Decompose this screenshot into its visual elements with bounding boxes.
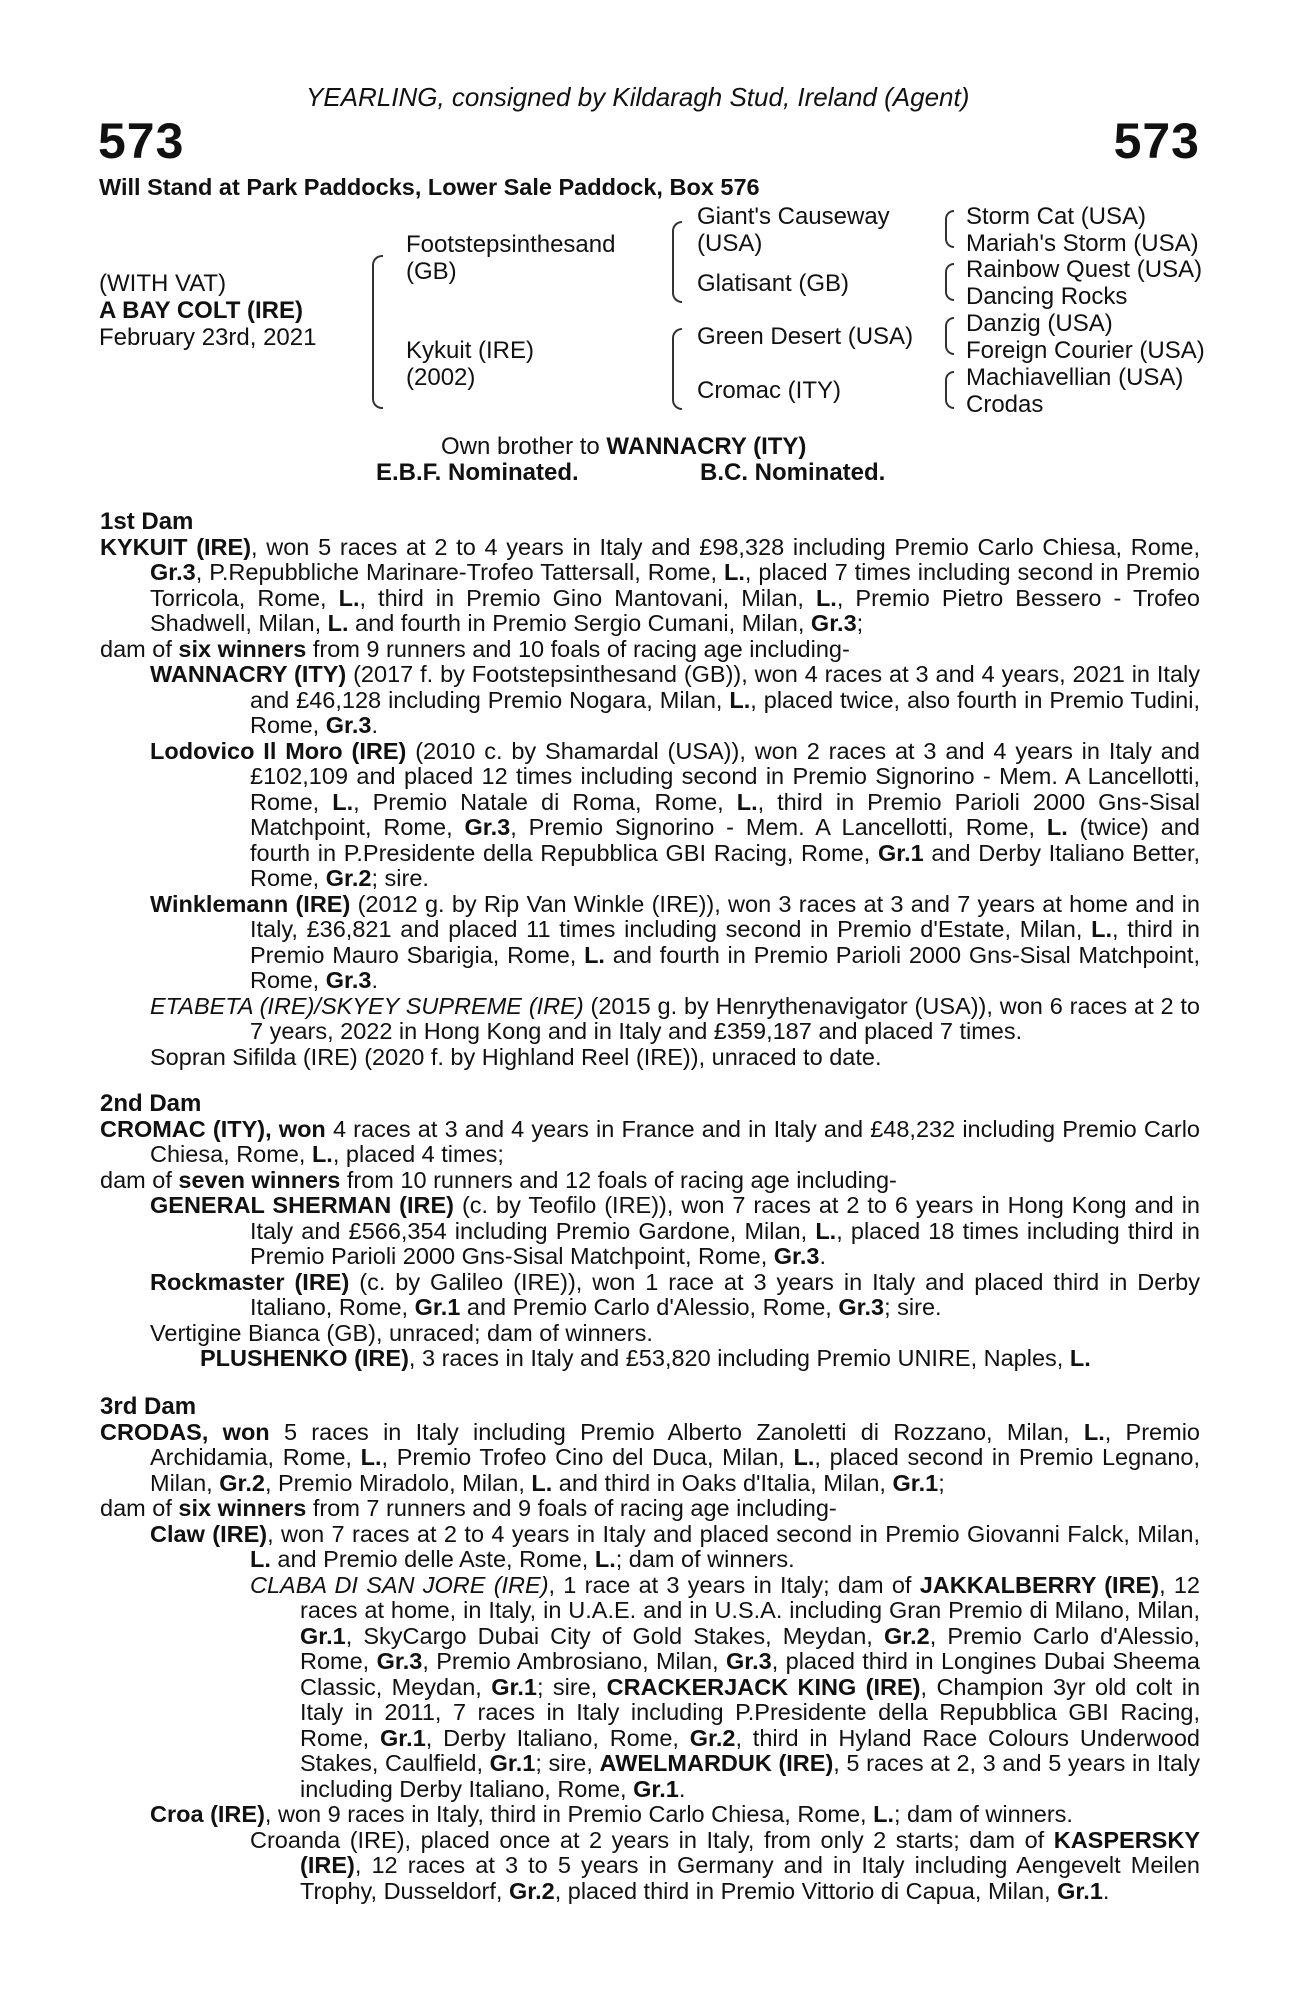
pedigree-ddd: Crodas bbox=[966, 391, 1044, 418]
produce-entry: ETABETA (IRE)/SKYEY SUPREME (IRE) (2015 g. by Henrythenavigator (USA)), won 6 races at 2 to 7 years, 2022 in Hong Kong and in Italy and £359,187 and placed 7 times. bbox=[150, 992, 1200, 1044]
lot-title: A BAY COLT (IRE) bbox=[99, 297, 304, 324]
own-brother-prefix: Own brother to bbox=[441, 433, 607, 460]
second-dam-section bbox=[100, 1091, 1200, 1372]
pedigree-ss: Giant's Causeway bbox=[697, 203, 890, 230]
pedigree-dss: Danzig (USA) bbox=[966, 310, 1113, 337]
pedigree-sire-country: (GB) bbox=[406, 258, 457, 285]
brace-g3 bbox=[945, 317, 954, 355]
pedigree-sd: Glatisant (GB) bbox=[697, 270, 850, 297]
own-brother-note bbox=[441, 433, 806, 460]
produce-entry: Croa (IRE), won 9 races in Italy, third in Premio Carlo Chiesa, Rome, L.; dam of winners. bbox=[150, 1801, 1073, 1827]
foaling-date: February 23rd, 2021 bbox=[99, 324, 317, 351]
produce-entry: Lodovico Il Moro (IRE) (2010 c. by Shamardal (USA)), won 2 races at 3 and 4 years in Italy and £102,109 and placed 12 times including second in Premio Signorino - Mem. A Lancellotti, Rome, L., Premio Natale di Roma, Rome, L., third in Premio Parioli 2000 Gns-Sisal Matchpoint, Rome, Gr.3, Premio Signorino - Mem. A Lancellotti, Rome, L. (twice) and fourth in P.Presidente della Repubblica GBI Racing, Rome, Gr.1 and Derby Italiano Better, Rome, Gr.2; sire. bbox=[150, 737, 1201, 891]
produce-entry: Rockmaster (IRE) (c. by Galileo (IRE)), won 1 race at 3 years in Italy and placed third in Derby Italiano, Rome, Gr.1 and Premio Carlo d'Alessio, Rome, Gr.3; sire. bbox=[150, 1268, 1200, 1320]
produce-entry: Claw (IRE), won 7 races at 2 to 4 years in Italy and placed second in Premio Giovanni Falck, Milan, L. and Premio delle Aste, Rome, L.; dam of winners. bbox=[150, 1520, 1200, 1572]
own-brother-name: WANNACRY (ITY) bbox=[606, 433, 807, 460]
pedigree-ssd: Mariah's Storm (USA) bbox=[966, 230, 1199, 257]
brace-g2 bbox=[945, 263, 954, 301]
produce-entry: Vertigine Bianca (GB), unraced; dam of winners. bbox=[150, 1319, 653, 1346]
second-dam-record: CROMAC (ITY), won 4 races at 3 and 4 years in France and in Italy and £48,232 including Premio Carlo Chiesa, Rome, L., placed 4 times; bbox=[100, 1115, 1200, 1167]
lot-number-left: 573 bbox=[98, 113, 185, 169]
third-dam-record: CRODAS, won 5 races in Italy including Premio Alberto Zanoletti di Rozzano, Milan, L., Premio Archidamia, Rome, L., Premio Trofeo Cino del Duca, Milan, L., placed second in Premio Legnano, Milan, Gr.2, Premio Miradolo, Milan, L. and third in Oaks d'Italia, Milan, Gr.1; bbox=[100, 1418, 1200, 1496]
brace-dam-line bbox=[672, 328, 682, 410]
pedigree-dds: Machiavellian (USA) bbox=[966, 364, 1184, 391]
third-dam-produce-summary: dam of six winners from 7 runners and 9 foals of racing age including- bbox=[100, 1495, 837, 1521]
pedigree-ss-country: (USA) bbox=[697, 230, 763, 257]
produce-entry: GENERAL SHERMAN (IRE) (c. by Teofilo (IRE)), won 7 races at 2 to 6 years in Hong Kong and in Italy and £566,354 including Premio Gardone, Milan, L., placed 18 times including third in Premio Parioli 2000 Gns-Sisal Matchpoint, Rome, Gr.3. bbox=[150, 1192, 1200, 1269]
pedigree-ds: Green Desert (USA) bbox=[697, 323, 914, 350]
first-dam-record: KYKUIT (IRE), won 5 races at 2 to 4 years in Italy and £98,328 including Premio Carlo Chiesa, Rome, Gr.3, P.Repubbliche Marinare-Trofeo Tattersall, Rome, L., placed 7 times including second in Premio Torricola, Rome, L., third in Premio Gino Mantovani, Milan, L., Premio Pietro Bessero - Trofeo Shadwell, Milan, L. and fourth in Premio Sergio Cumani, Milan, Gr.3; bbox=[100, 533, 1201, 636]
brace-g4 bbox=[945, 371, 954, 409]
pedigree-sss: Storm Cat (USA) bbox=[966, 203, 1147, 230]
pedigree-sdd: Dancing Rocks bbox=[966, 283, 1128, 310]
pedigree-dam-year: (2002) bbox=[406, 364, 476, 391]
first-dam-produce-summary: dam of six winners from 9 runners and 10 foals of racing age including- bbox=[100, 635, 850, 662]
stand-location: Will Stand at Park Paddocks, Lower Sale Paddock, Box 576 bbox=[99, 174, 760, 200]
lot-number-right: 573 bbox=[1113, 113, 1200, 169]
third-dam-heading: 3rd Dam bbox=[100, 1393, 197, 1420]
grand-produce-entry: Croanda (IRE), placed once at 2 years in Italy, from only 2 starts; dam of KASPERSKY (IRE), 12 races at 3 to 5 years in Germany and in Italy including Aengevelt Meilen Trophy, Dusseldorf, Gr.2, placed third in Premio Vittorio di Capua, Milan, Gr.1. bbox=[250, 1826, 1200, 1904]
second-dam-produce-summary: dam of seven winners from 10 runners and 12 foals of racing age including- bbox=[100, 1166, 897, 1193]
brace-sire-dam bbox=[372, 255, 383, 409]
pedigree-sire: Footstepsinthesand bbox=[406, 231, 616, 258]
second-dam-heading: 2nd Dam bbox=[100, 1090, 202, 1117]
brace-sire-line bbox=[672, 221, 682, 303]
produce-entry: WANNACRY (ITY) (2017 f. by Footstepsinthesand (GB)), won 4 races at 3 and 4 years, 2021 in Italy and £46,128 including Premio Nogara, Milan, L., placed twice, also fourth in Premio Tudini, Rome, Gr.3. bbox=[150, 661, 1200, 738]
vat-note: (WITH VAT) bbox=[99, 270, 227, 297]
grand-produce-entry: CLABA DI SAN JORE (IRE), 1 race at 3 years in Italy; dam of JAKKALBERRY (IRE), 12 races at home, in Italy, in U.A.E. and in U.S.A. including Gran Premio di Milano, Milan, Gr.1, SkyCargo Dubai City of Gold Stakes, Meydan, Gr.2, Premio Carlo d'Alessio, Rome, Gr.3, Premio Ambrosiano, Milan, Gr.3, placed third in Longines Dubai Sheema Classic, Meydan, Gr.1; sire, CRACKERJACK KING (IRE), Champion 3yr old colt in Italy in 2011, 7 races in Italy including P.Presidente della Repubblica GBI Racing, Rome, Gr.1, Derby Italiano, Rome, Gr.2, third in Hyland Race Colours Underwood Stakes, Caulfield, Gr.1; sire, AWELMARDUK (IRE), 5 races at 2, 3 and 5 years in Italy including Derby Italiano, Rome, Gr.1. bbox=[250, 1571, 1201, 1802]
pedigree-dd: Cromac (ITY) bbox=[697, 377, 841, 404]
third-dam-section bbox=[100, 1394, 1200, 1904]
ebf-nominated: E.B.F. Nominated. bbox=[376, 459, 579, 486]
brace-g1 bbox=[945, 210, 954, 248]
first-dam-heading: 1st Dam bbox=[100, 508, 194, 535]
bc-nominated: B.C. Nominated. bbox=[700, 459, 886, 486]
produce-entry: Sopran Sifilda (IRE) (2020 f. by Highland Reel (IRE)), unraced to date. bbox=[150, 1043, 882, 1070]
first-dam-section bbox=[100, 509, 1200, 1070]
grand-produce-entry: PLUSHENKO (IRE), 3 races in Italy and £53,820 including Premio UNIRE, Naples, L. bbox=[200, 1345, 1091, 1371]
produce-entry: Winklemann (IRE) (2012 g. by Rip Van Winkle (IRE)), won 3 races at 3 and 7 years at home and in Italy, £36,821 and placed 11 times including second in Premio d'Estate, Milan, L., third in Premio Mauro Sbarigia, Rome, L. and fourth in Premio Parioli 2000 Gns-Sisal Matchpoint, Rome, Gr.3. bbox=[150, 890, 1201, 993]
pedigree-dam: Kykuit (IRE) bbox=[406, 337, 535, 364]
pedigree-sds: Rainbow Quest (USA) bbox=[966, 256, 1203, 283]
consignment-line: YEARLING, consigned by Kildaragh Stud, Ireland (Agent) bbox=[306, 82, 970, 112]
pedigree-dsd: Foreign Courier (USA) bbox=[966, 337, 1205, 364]
